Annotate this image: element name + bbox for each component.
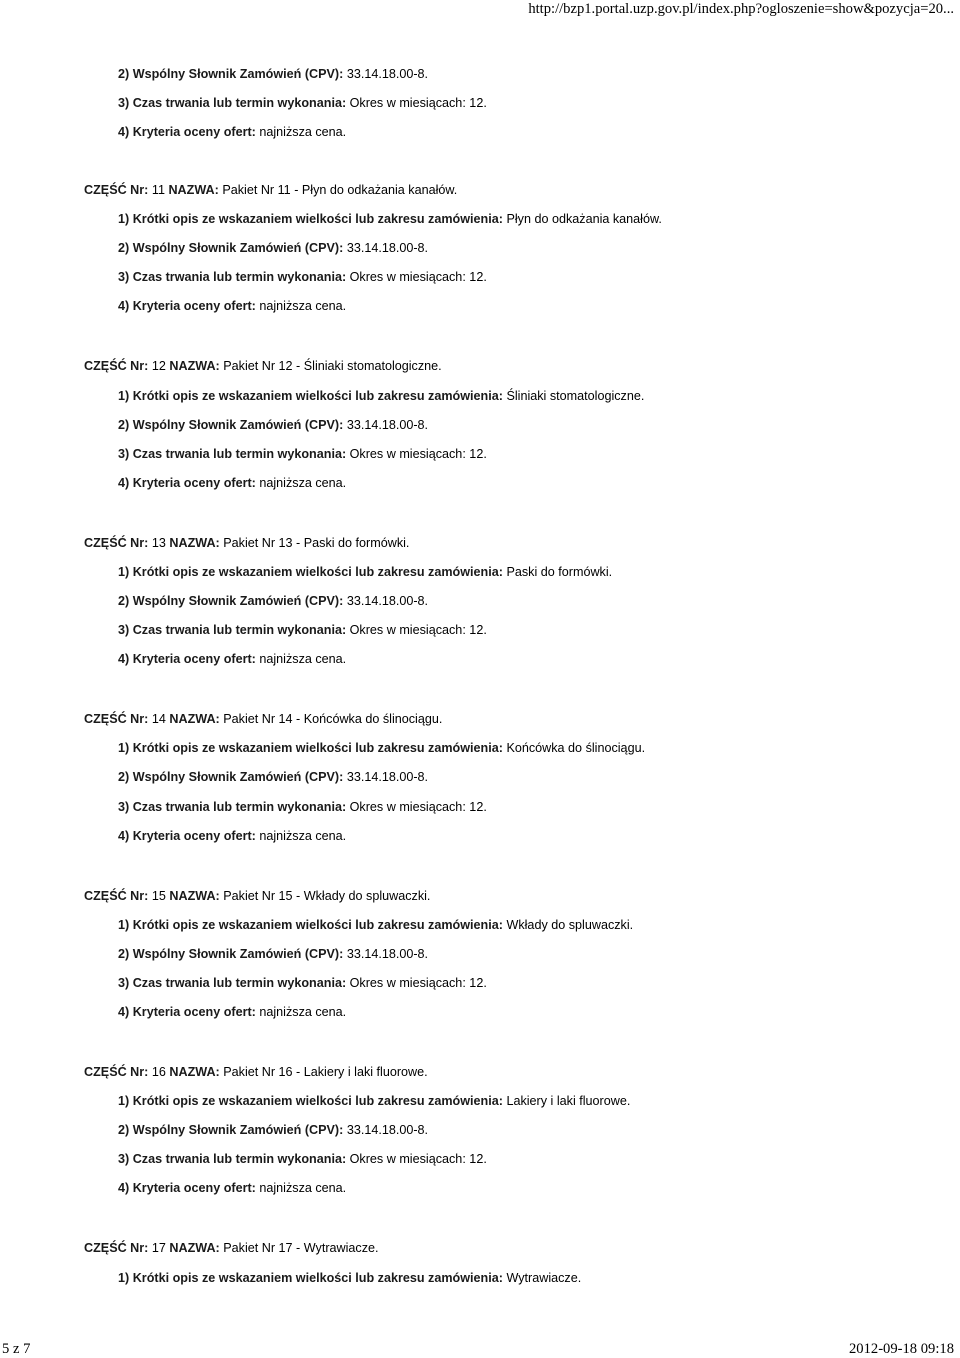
part-label: CZĘŚĆ Nr:	[84, 889, 149, 903]
part-heading	[84, 1240, 379, 1256]
part-label: CZĘŚĆ Nr:	[84, 536, 149, 550]
duration-value: Okres w miesiącach: 12.	[349, 623, 487, 637]
part-number: 16	[151, 1065, 166, 1079]
duration-line	[118, 269, 487, 285]
description-value: Lakiery i laki fluorowe.	[506, 1094, 631, 1108]
description-label: 1) Krótki opis ze wskazaniem wielkości lub zakresu zamówienia:	[118, 918, 503, 932]
duration-value: Okres w miesiącach: 12.	[349, 447, 487, 461]
criteria-value: najniższa cena.	[259, 125, 347, 139]
cpv-label: 2) Wspólny Słownik Zamówień (CPV):	[118, 1123, 344, 1137]
criteria-value: najniższa cena.	[259, 829, 347, 843]
description-label: 1) Krótki opis ze wskazaniem wielkości lub zakresu zamówienia:	[118, 741, 503, 755]
description-line	[118, 917, 633, 933]
part-name: Pakiet Nr 12 - Śliniaki stomatologiczne.	[223, 359, 442, 373]
cpv-line	[118, 417, 428, 433]
part-name: Pakiet Nr 15 - Wkłady do spluwaczki.	[223, 889, 431, 903]
part-number: 14	[151, 712, 166, 726]
part-number: 13	[151, 536, 166, 550]
criteria-label: 4) Kryteria oceny ofert:	[118, 829, 256, 843]
cpv-line	[118, 946, 428, 962]
page-number: 5 z 7	[2, 1341, 31, 1357]
description-label: 1) Krótki opis ze wskazaniem wielkości lub zakresu zamówienia:	[118, 1094, 503, 1108]
part-label: CZĘŚĆ Nr:	[84, 359, 149, 373]
part-heading	[84, 535, 409, 551]
description-line	[118, 388, 644, 404]
criteria-line	[118, 475, 346, 491]
criteria-label: 4) Kryteria oceny ofert:	[118, 125, 256, 139]
cpv-value: 33.14.18.00-8.	[346, 594, 429, 608]
part-heading	[84, 711, 442, 727]
duration-label: 3) Czas trwania lub termin wykonania:	[118, 270, 347, 284]
duration-value: Okres w miesiącach: 12.	[349, 1152, 487, 1166]
part-number: 15	[151, 889, 166, 903]
name-label: NAZWA:	[169, 359, 220, 373]
page-url-header: http://bzp1.portal.uzp.gov.pl/index.php?ogloszenie=show&pozycja=20...	[528, 1, 954, 17]
name-label: NAZWA:	[169, 1241, 220, 1255]
cpv-label: 2) Wspólny Słownik Zamówień (CPV):	[118, 418, 344, 432]
duration-line	[118, 975, 487, 991]
criteria-line	[118, 828, 346, 844]
name-label: NAZWA:	[168, 183, 219, 197]
cpv-label: 2) Wspólny Słownik Zamówień (CPV):	[118, 947, 344, 961]
cpv-line	[118, 240, 428, 256]
cpv-value: 33.14.18.00-8.	[346, 1123, 429, 1137]
duration-value: Okres w miesiącach: 12.	[349, 800, 487, 814]
cpv-value: 33.14.18.00-8.	[346, 947, 429, 961]
criteria-label: 4) Kryteria oceny ofert:	[118, 1181, 256, 1195]
description-label: 1) Krótki opis ze wskazaniem wielkości lub zakresu zamówienia:	[118, 389, 503, 403]
criteria-label: 4) Kryteria oceny ofert:	[118, 652, 256, 666]
cpv-line	[118, 66, 428, 82]
cpv-label: 2) Wspólny Słownik Zamówień (CPV):	[118, 241, 344, 255]
name-label: NAZWA:	[169, 712, 220, 726]
description-line	[118, 1270, 581, 1286]
cpv-line	[118, 769, 428, 785]
part-heading	[84, 358, 442, 374]
description-line	[118, 564, 612, 580]
criteria-label: 4) Kryteria oceny ofert:	[118, 299, 256, 313]
criteria-line	[118, 1004, 346, 1020]
duration-label: 3) Czas trwania lub termin wykonania:	[118, 800, 347, 814]
part-number: 11	[151, 183, 165, 197]
criteria-line	[118, 651, 346, 667]
description-value: Wkłady do spluwaczki.	[506, 918, 634, 932]
description-value: Wytrawiacze.	[506, 1271, 582, 1285]
part-heading	[84, 182, 457, 198]
duration-line	[118, 1151, 487, 1167]
description-value: Paski do formówki.	[506, 565, 613, 579]
part-name: Pakiet Nr 16 - Lakiery i laki fluorowe.	[223, 1065, 428, 1079]
criteria-value: najniższa cena.	[259, 652, 347, 666]
description-value: Płyn do odkażania kanałów.	[506, 212, 662, 226]
duration-line	[118, 446, 487, 462]
description-label: 1) Krótki opis ze wskazaniem wielkości lub zakresu zamówienia:	[118, 212, 503, 226]
part-label: CZĘŚĆ Nr:	[84, 712, 149, 726]
cpv-label: 2) Wspólny Słownik Zamówień (CPV):	[118, 594, 344, 608]
criteria-value: najniższa cena.	[259, 1181, 347, 1195]
part-label: CZĘŚĆ Nr:	[84, 1065, 149, 1079]
description-label: 1) Krótki opis ze wskazaniem wielkości lub zakresu zamówienia:	[118, 1271, 503, 1285]
criteria-value: najniższa cena.	[259, 299, 347, 313]
description-line	[118, 211, 662, 227]
duration-label: 3) Czas trwania lub termin wykonania:	[118, 1152, 347, 1166]
cpv-line	[118, 1122, 428, 1138]
name-label: NAZWA:	[169, 536, 220, 550]
print-datetime: 2012-09-18 09:18	[849, 1341, 954, 1357]
part-heading	[84, 1064, 428, 1080]
duration-line	[118, 622, 487, 638]
name-label: NAZWA:	[169, 889, 220, 903]
duration-label: 3) Czas trwania lub termin wykonania:	[118, 96, 347, 110]
criteria-label: 4) Kryteria oceny ofert:	[118, 1005, 256, 1019]
description-line	[118, 740, 645, 756]
cpv-value: 33.14.18.00-8.	[346, 770, 429, 784]
part-name: Pakiet Nr 14 - Końcówka do ślinociągu.	[223, 712, 443, 726]
description-label: 1) Krótki opis ze wskazaniem wielkości lub zakresu zamówienia:	[118, 565, 503, 579]
duration-value: Okres w miesiącach: 12.	[349, 270, 487, 284]
criteria-line	[118, 1180, 346, 1196]
criteria-line	[118, 124, 346, 140]
part-number: 17	[151, 1241, 166, 1255]
cpv-label: 2) Wspólny Słownik Zamówień (CPV):	[118, 67, 344, 81]
cpv-label: 2) Wspólny Słownik Zamówień (CPV):	[118, 770, 344, 784]
name-label: NAZWA:	[169, 1065, 220, 1079]
criteria-label: 4) Kryteria oceny ofert:	[118, 476, 256, 490]
duration-line	[118, 799, 487, 815]
duration-line	[118, 95, 487, 111]
duration-value: Okres w miesiącach: 12.	[349, 96, 487, 110]
duration-label: 3) Czas trwania lub termin wykonania:	[118, 447, 347, 461]
part-name: Pakiet Nr 13 - Paski do formówki.	[223, 536, 410, 550]
criteria-value: najniższa cena.	[259, 476, 347, 490]
part-name: Pakiet Nr 11 - Płyn do odkażania kanałów.	[222, 183, 458, 197]
part-heading	[84, 888, 430, 904]
cpv-line	[118, 593, 428, 609]
cpv-value: 33.14.18.00-8.	[346, 418, 429, 432]
part-name: Pakiet Nr 17 - Wytrawiacze.	[223, 1241, 379, 1255]
description-value: Śliniaki stomatologiczne.	[506, 389, 645, 403]
cpv-value: 33.14.18.00-8.	[346, 241, 429, 255]
criteria-line	[118, 298, 346, 314]
description-line	[118, 1093, 630, 1109]
part-label: CZĘŚĆ Nr:	[84, 183, 149, 197]
cpv-value: 33.14.18.00-8.	[346, 67, 429, 81]
duration-label: 3) Czas trwania lub termin wykonania:	[118, 976, 347, 990]
description-value: Końcówka do ślinociągu.	[506, 741, 646, 755]
part-number: 12	[151, 359, 166, 373]
duration-label: 3) Czas trwania lub termin wykonania:	[118, 623, 347, 637]
criteria-value: najniższa cena.	[259, 1005, 347, 1019]
part-label: CZĘŚĆ Nr:	[84, 1241, 149, 1255]
duration-value: Okres w miesiącach: 12.	[349, 976, 487, 990]
